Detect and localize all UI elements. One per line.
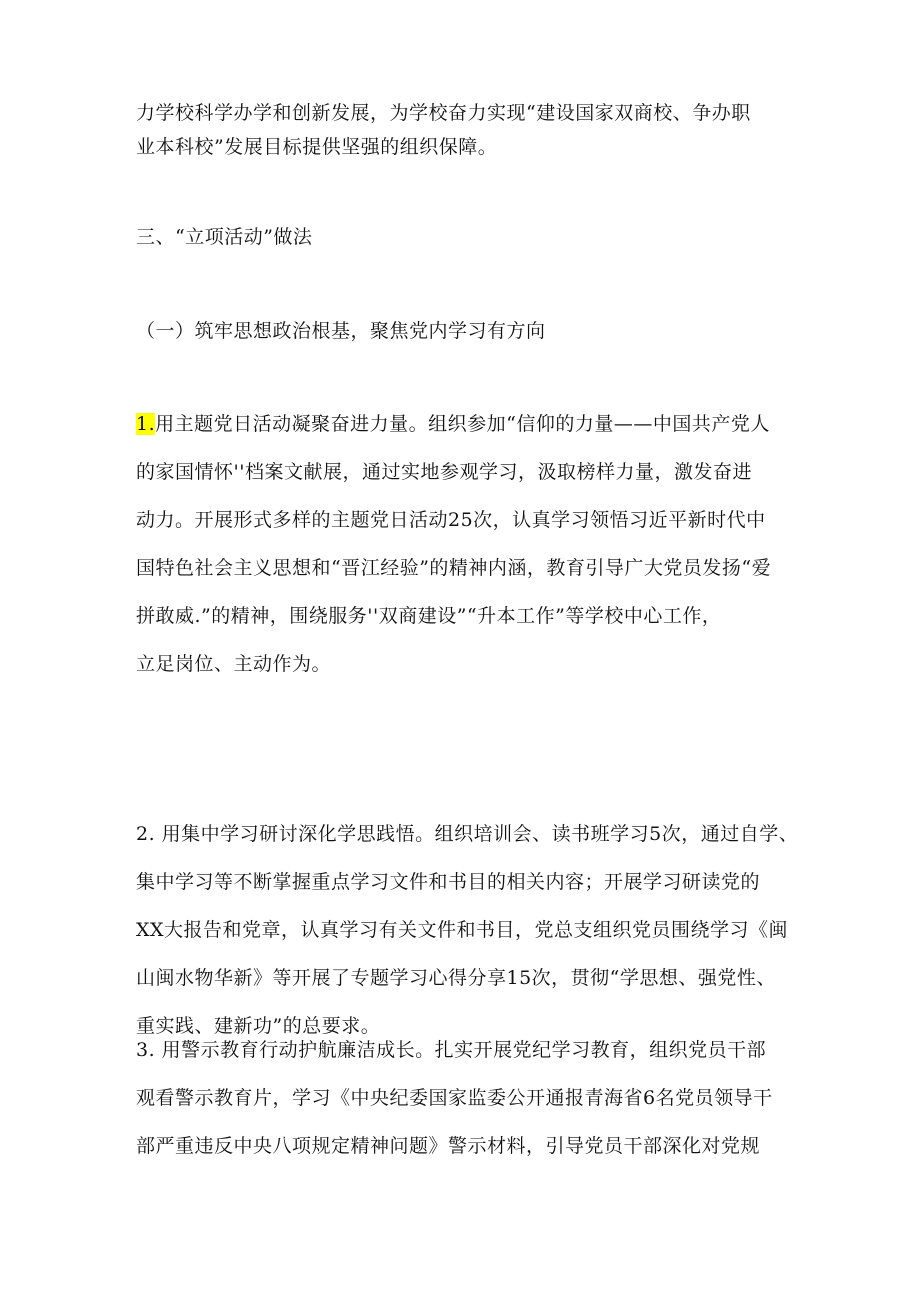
item-2-line-5: 重实践、建新功”的总要求。 [136,1015,381,1037]
intro-line-1: 力学校科学办学和创新发展，为学校奋力实现“建设国家双商校、争办职 [136,102,751,124]
subsection-heading: （一）筑牢思想政治根基，聚焦党内学习有方向 [136,320,546,342]
item-2-line-1: 2. 用集中学习研讨深化学思践悟。组织培训会、读书班学习5次，通过自学、 [136,823,799,845]
item-2-line-2: 集中学习等不断掌握重点学习文件和书目的相关内容；开展学习研读党的 [136,871,761,893]
intro-paragraph [136,96,796,164]
item-1-number-highlight: 1. [136,413,156,435]
item-3-line-2: 观看警示教育片，学习《中央纪委国家监委公开通报青海省6名党员领导干 [136,1087,773,1109]
item-2-paragraph [136,810,799,1050]
item-1-line-2: 的家国情怀''档案文献展，通过实地参观学习，汲取榜样力量，激发奋进 [136,461,752,483]
item-3-line-3: 部严重违反中央八项规定精神问题》警示材料，引导党员干部深化对党规 [136,1135,761,1157]
item-1-line-3: 动力。开展形式多样的主题党日活动25次，认真学习领悟习近平新时代中 [136,509,766,531]
item-3-paragraph [136,1026,796,1170]
item-1-paragraph [136,400,796,688]
item-1-line-6: 立足岗位、主动作为。 [136,653,332,675]
item-1-line-5: 拼敢威.”的精神，围绕服务''双商建设”“升本工作”等学校中心工作， [136,605,722,627]
item-2-line-3: XX大报告和党章，认真学习有关文件和书目，党总支组织党员围绕学习《闽 [136,919,789,941]
item-1-line-4: 国特色社会主义思想和“晋江经验”的精神内涵，教育引导广大党员发扬“爱 [136,557,772,579]
intro-line-2: 业本科校”发展目标提供坚强的组织保障。 [136,136,498,158]
item-2-line-4: 山闽水物华新》等开展了专题学习心得分享15次，贯彻“学思想、强党性、 [136,967,776,989]
section-heading: 三、“立项活动”做法 [136,226,313,248]
item-1-line-1 [136,400,796,448]
item-3-line-1: 3. 用警示教育行动护航廉洁成长。扎实开展党纪学习教育，组织党员干部 [136,1039,767,1061]
item-1-title-text: 用主题党日活动凝聚奋进力量。组织参加“信仰的力量——中国共产党人 [155,413,770,435]
